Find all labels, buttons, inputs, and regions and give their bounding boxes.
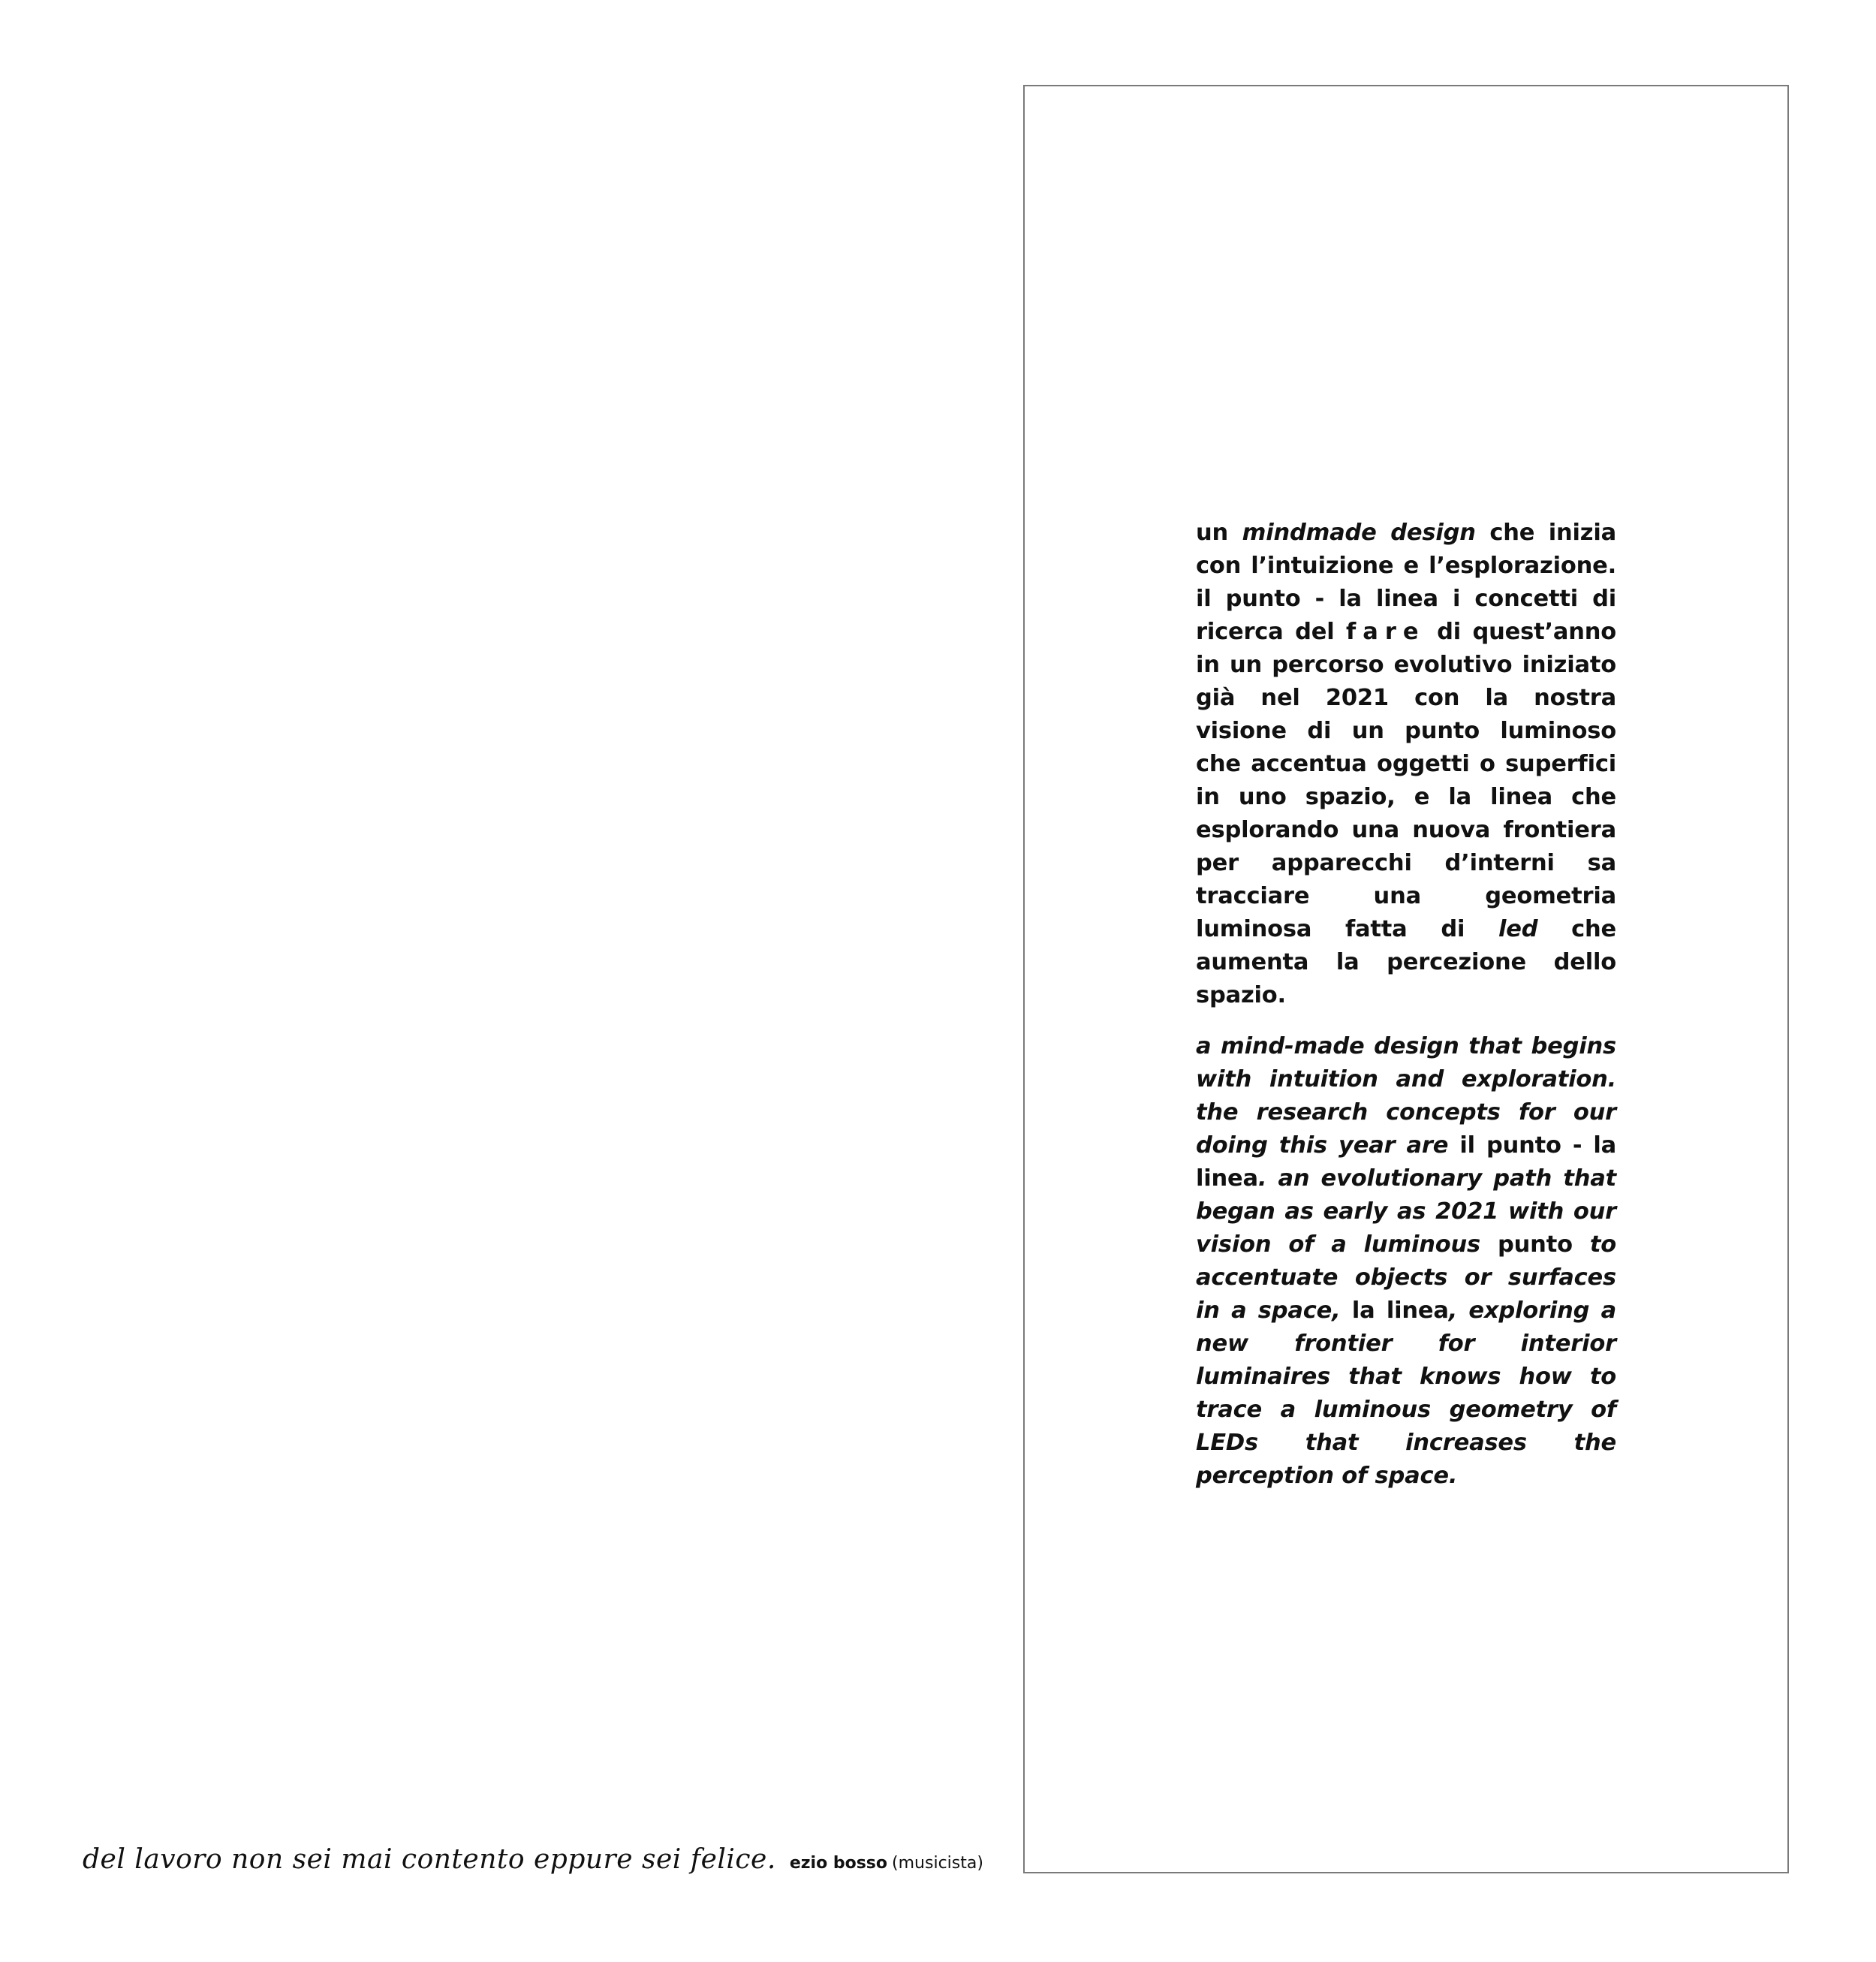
- italian-text-part: che aumenta la percezione dello spazio.: [1196, 916, 1616, 1008]
- english-text-part: , exploring a new frontier for interior luminaires that knows how to trace a luminous geometry of LEDs that increases the perception of space.: [1196, 1297, 1616, 1489]
- english-text-il-punto-la-linea: il punto - la linea: [1196, 1132, 1616, 1192]
- quote-role: (musicista): [892, 1854, 983, 1873]
- quote-text: del lavoro non sei mai contento eppure sei felice.: [83, 1844, 776, 1875]
- english-text-punto: punto: [1498, 1231, 1573, 1258]
- quote-footer: [83, 1844, 983, 1897]
- quote-author: ezio bosso: [789, 1854, 888, 1873]
- english-paragraph: [1196, 1030, 1616, 1493]
- italian-paragraph: [1196, 517, 1616, 1012]
- italian-text-fare: fare: [1345, 619, 1426, 645]
- italian-text-italic-led: led: [1498, 916, 1538, 942]
- english-text-part: a mind-made design that begins with intuition and exploration. the research concepts for our doing this year are: [1196, 1033, 1616, 1159]
- italian-text-part: di quest’anno in un percorso evolutivo iniziato già nel 2021 con la nostra visione di un punto luminoso che accentua oggetti o superfici in uno spazio, e la linea che esplorando una nuova frontiera per apparecchi d’interni sa tracciare una geometria luminosa fatta di: [1196, 619, 1616, 942]
- italian-text-part: che inizia con l’intuizione e l’esplorazione. il punto - la linea i concetti di ricerca del: [1196, 520, 1616, 645]
- english-text-part: to accentuate objects or surfaces in a space,: [1196, 1231, 1616, 1324]
- english-text-la-linea: la linea: [1351, 1297, 1449, 1324]
- italian-text-part: un: [1196, 520, 1242, 546]
- italian-text-italic-mindmade: mindmade design: [1242, 520, 1476, 546]
- english-text-part: . an evolutionary path that began as early as 2021 with our vision of a luminous: [1196, 1165, 1616, 1258]
